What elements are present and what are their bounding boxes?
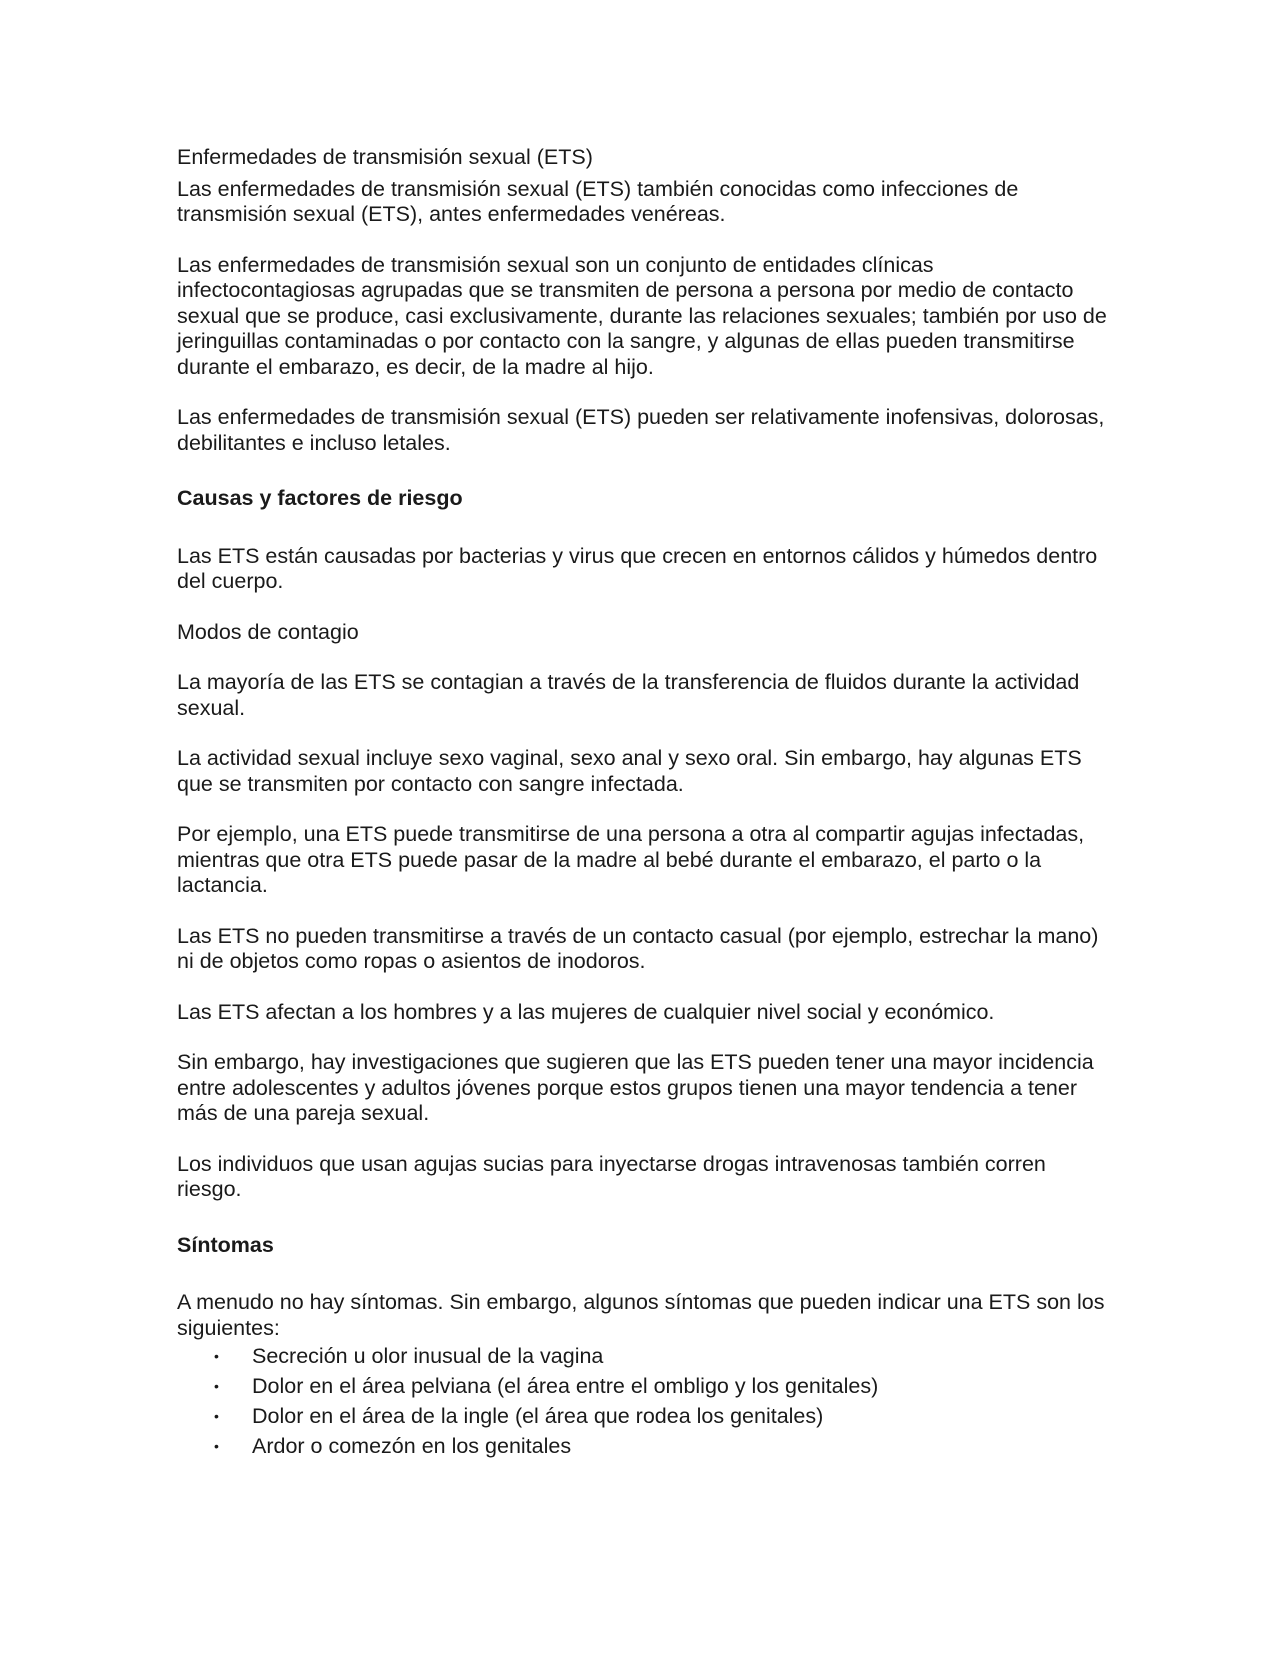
list-item-text: Ardor o comezón en los genitales bbox=[252, 1434, 572, 1458]
list-item-text: Dolor en el área de la ingle (el área que rodea los genitales) bbox=[252, 1404, 824, 1428]
bullet-icon: • bbox=[214, 1348, 219, 1364]
list-item-text: Dolor en el área pelviana (el área entre el ombligo y los genitales) bbox=[252, 1374, 879, 1398]
document-page bbox=[177, 145, 1107, 1461]
intro-paragraph-1: Las enfermedades de transmisión sexual (ETS) también conocidas como infecciones de transmisión sexual (ETS), antes enfermedades venéreas. bbox=[177, 176, 1019, 226]
intro-paragraph-2: Las enfermedades de transmisión sexual son un conjunto de entidades clínicas infectocontagiosas agrupadas que se transmiten de persona a persona por medio de contacto sexual que se produce, casi exclusivamente, durante las relaciones sexuales; también por uso de jeringuillas contaminadas o por contacto con la sangre, y algunas de ellas pueden transmitirse durante el embarazo, es decir, de la madre al hijo. bbox=[177, 252, 1107, 379]
symptoms-heading: Síntomas bbox=[177, 1232, 274, 1257]
bullet-icon: • bbox=[214, 1408, 219, 1424]
list-item-text: Secreción u olor inusual de la vagina bbox=[252, 1344, 604, 1368]
list-item bbox=[177, 1431, 1107, 1461]
list-item bbox=[177, 1371, 1107, 1401]
symptoms-intro: A menudo no hay síntomas. Sin embargo, algunos síntomas que pueden indicar una ETS son los siguientes: bbox=[177, 1290, 1105, 1340]
contagion-paragraph-3: Por ejemplo, una ETS puede transmitirse de una persona a otra al compartir agujas infectadas, mientras que otra ETS puede pasar de la madre al bebé durante el embarazo, el parto o la lactancia. bbox=[177, 822, 1085, 897]
bullet-icon: • bbox=[214, 1378, 219, 1394]
contagion-paragraph-1: La mayoría de las ETS se contagian a través de la transferencia de fluidos durante la actividad sexual. bbox=[177, 670, 1080, 720]
contagion-paragraph-4: Las ETS no pueden transmitirse a través de un contacto casual (por ejemplo, estrechar la mano) ni de objetos como ropas o asientos de inodoros. bbox=[177, 923, 1099, 973]
bullet-icon: • bbox=[214, 1438, 219, 1454]
contagion-paragraph-6: Sin embargo, hay investigaciones que sugieren que las ETS pueden tener una mayor incidencia entre adolescentes y adultos jóvenes porque estos grupos tienen una mayor tendencia a tener más de una pareja sexual. bbox=[177, 1050, 1094, 1125]
contagion-paragraph-2: La actividad sexual incluye sexo vaginal, sexo anal y sexo oral. Sin embargo, hay algunas ETS que se transmiten por contacto con sangre infectada. bbox=[177, 746, 1082, 796]
document-title: Enfermedades de transmisión sexual (ETS) bbox=[177, 145, 593, 169]
symptoms-list bbox=[177, 1341, 1107, 1461]
contagion-subheading: Modos de contagio bbox=[177, 619, 359, 644]
causes-paragraph: Las ETS están causadas por bacterias y virus que crecen en entornos cálidos y húmedos dentro del cuerpo. bbox=[177, 543, 1098, 593]
causes-heading: Causas y factores de riesgo bbox=[177, 486, 463, 510]
contagion-paragraph-5: Las ETS afectan a los hombres y a las mujeres de cualquier nivel social y económico. bbox=[177, 999, 995, 1024]
list-item bbox=[177, 1401, 1107, 1431]
contagion-paragraph-7: Los individuos que usan agujas sucias para inyectarse drogas intravenosas también corren riesgo. bbox=[177, 1151, 1046, 1201]
intro-paragraph-3: Las enfermedades de transmisión sexual (ETS) pueden ser relativamente inofensivas, dolorosas, debilitantes e incluso letales. bbox=[177, 405, 1105, 455]
list-item bbox=[177, 1341, 1107, 1371]
